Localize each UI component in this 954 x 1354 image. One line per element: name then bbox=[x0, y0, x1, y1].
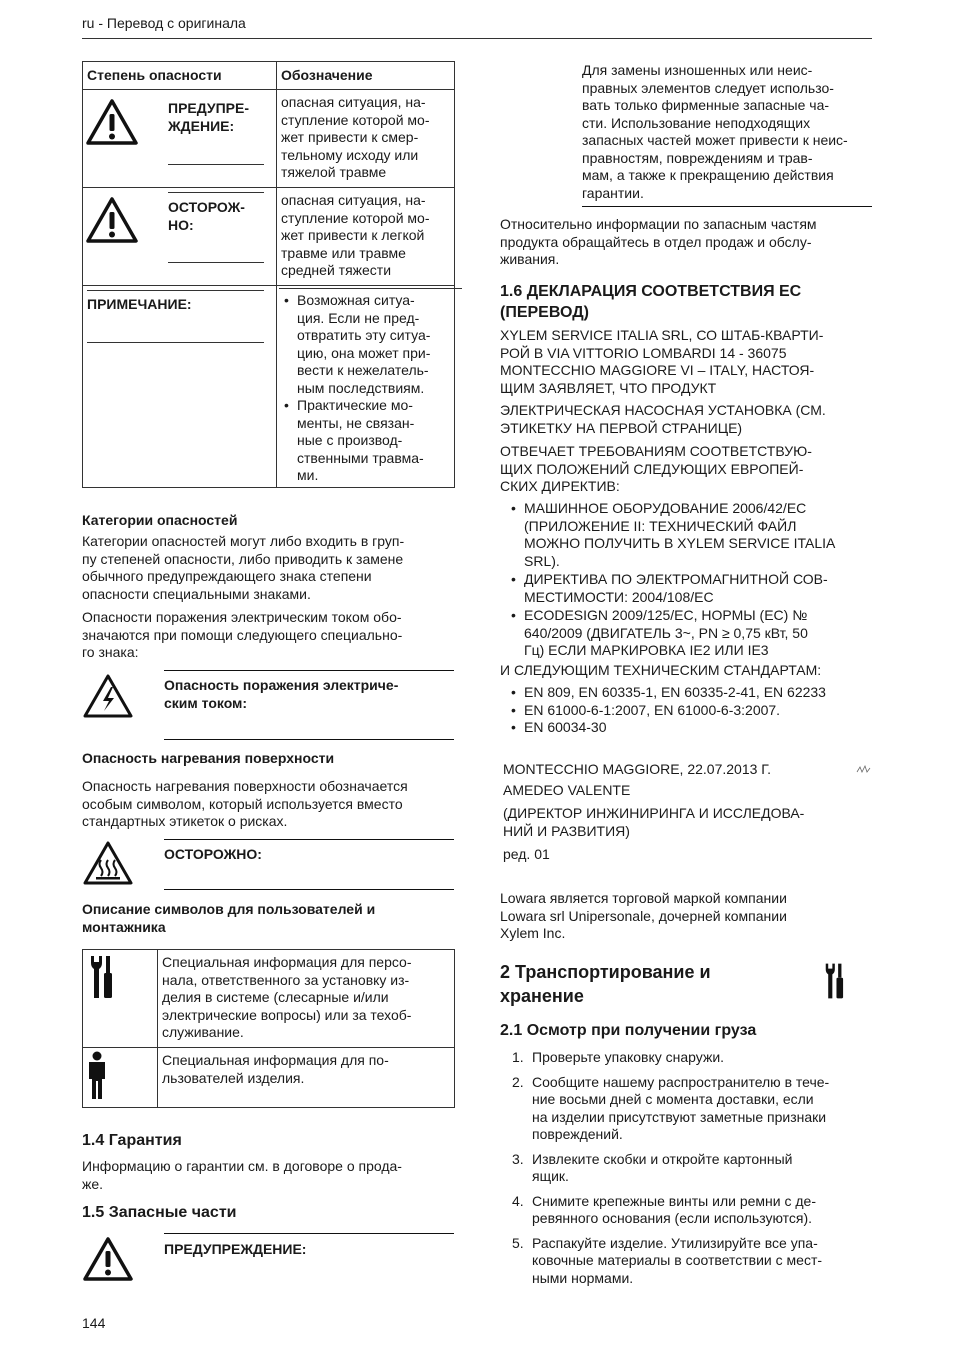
step-number: 1. bbox=[512, 1049, 524, 1065]
standard-item: • EN 61000-6-1:2007, EN 61000-6-3:2007. bbox=[508, 702, 872, 720]
signer-name: AMEDEO VALENTE bbox=[503, 782, 631, 798]
lowara-note: Lowara является торговой маркой компании Lowara srl Unipersonale, дочерней компании Xylem Inc. bbox=[500, 890, 787, 941]
note-rule bbox=[279, 288, 462, 289]
page-number: 144 bbox=[82, 1315, 106, 1331]
spare-warning-triangle-icon bbox=[82, 1236, 134, 1282]
step-item bbox=[500, 1074, 872, 1144]
inspection-steps bbox=[500, 1049, 872, 1294]
col-header-meaning: Обозначение bbox=[277, 62, 455, 90]
step-text: Сообщите нашему распространителю в тече- ние восьми дней с момента доставки, если на изделии присутствуют заметные признаки повреждений. bbox=[532, 1073, 830, 1142]
electric-hazard-icon bbox=[82, 673, 134, 719]
revision: ред. 01 bbox=[503, 846, 550, 862]
symbol-user-description: Специальная информация для по- льзователей изделия. bbox=[158, 1048, 455, 1108]
tools-icon bbox=[87, 954, 115, 1000]
directive-item: • ECODESIGN 2009/125/EC, НОРМЫ (EC) № 640/2009 (ДВИГАТЕЛЬ 3~, PN ≥ 0,75 кВт, 50 Гц) ЕСЛИ МАРКИРОВКА IE2 ИЛИ IE3 bbox=[508, 607, 872, 660]
electric-rule-top bbox=[164, 670, 454, 671]
standard-item: • EN 60034-30 bbox=[508, 719, 872, 737]
inspection-title: 2.1 Осмотр при получении груза bbox=[500, 1022, 757, 1039]
label-rule bbox=[168, 262, 264, 263]
step-text: Извлеките скобки и откройте картонный ящик. bbox=[532, 1150, 793, 1184]
note-item: • Практические мо- менты, не связан- ные с производ- ственными травма- ми. bbox=[281, 397, 450, 485]
step-item bbox=[500, 1193, 872, 1228]
label-rule bbox=[87, 342, 264, 343]
hazard-level-table bbox=[82, 61, 455, 488]
spare-warning-rule-bottom bbox=[582, 206, 872, 207]
hot-surface-icon bbox=[82, 840, 134, 886]
step-number: 4. bbox=[512, 1192, 524, 1209]
tools-icon bbox=[820, 962, 848, 1000]
step-item bbox=[500, 1049, 872, 1067]
caution-triangle-icon bbox=[85, 196, 139, 244]
user-icon bbox=[86, 1051, 108, 1101]
declaration-title: 1.6 ДЕКЛАРАЦИЯ СООТВЕТСТВИЯ ЕС (ПЕРЕВОД) bbox=[500, 283, 802, 321]
warranty-title: 1.4 Гарантия bbox=[82, 1132, 182, 1149]
label-rule bbox=[87, 290, 264, 291]
symbol-installer-description: Специальная информация для персо- нала, ответственного за установку из- делия в системе (слесарные и/или электрические вопросы) или за техоб- служивание. bbox=[158, 950, 455, 1048]
note-label: ПРИМЕЧАНИЕ: bbox=[87, 296, 192, 312]
directive-item: • МАШИННОЕ ОБОРУДОВАНИЕ 2006/42/EC (ПРИЛОЖЕНИЕ II: ТЕХНИЧЕСКИЙ ФАЙЛ МОЖНО ПОЛУЧИТЬ В XYLEM SERVICE ITALIA SRL). bbox=[508, 500, 872, 570]
caution-label: ОСТОРОЖ- НО: bbox=[168, 199, 245, 233]
signer-title: (ДИРЕКТОР ИНЖИНИРИНГА И ИССЛЕДОВА- НИЙ И РАЗВИТИЯ) bbox=[503, 805, 805, 839]
warning-description: опасная ситуация, на- ступление которой мо- жет привести к смер- тельному исходу или тяжелой травме bbox=[277, 90, 455, 188]
warning-triangle-icon bbox=[85, 98, 139, 146]
transport-title: 2 Транспортирование и хранение bbox=[500, 962, 711, 1006]
standards-list bbox=[508, 684, 872, 737]
spare-parts-title: 1.5 Запасные части bbox=[82, 1204, 237, 1221]
step-item bbox=[500, 1235, 872, 1288]
step-number: 3. bbox=[512, 1150, 524, 1167]
spare-warning-text: Для замены изношенных или неис- правных элементов следует использо- вать только фирменные запасные ча- сти. Использование неподходящих запасных частей может привести к неис- правностям, повреждениям и трав- мам, а также к прекращению действия гарантии. bbox=[582, 62, 848, 201]
step-text: Снимите крепежные винты или ремни с де- ревянного основания (если используются). bbox=[532, 1192, 816, 1226]
electric-rule-bottom bbox=[164, 739, 454, 740]
symbols-table bbox=[82, 949, 455, 1108]
declaration-p3: ОТВЕЧАЕТ ТРЕБОВАНИЯМ СООТВЕТСТВУЮ- ЩИХ ПОЛОЖЕНИЙ СЛЕДУЮЩИХ ЕВРОПЕЙ- СКИХ ДИРЕКТИВ: bbox=[500, 443, 812, 494]
warning-label: ПРЕДУПРЕ- ЖДЕНИЕ: bbox=[168, 100, 249, 134]
label-rule bbox=[168, 164, 264, 165]
declaration-p2: ЭЛЕКТРИЧЕСКАЯ НАСОСНАЯ УСТАНОВКА (СМ. ЭТИКЕТКУ НА ПЕРВОЙ СТРАНИЦЕ) bbox=[500, 402, 826, 436]
step-text: Проверьте упаковку снаружи. bbox=[532, 1049, 725, 1065]
running-header: ru - Перевод с оригинала bbox=[82, 15, 246, 31]
hot-rule-top bbox=[164, 839, 454, 840]
place-date: MONTECCHIO MAGGIORE, 22.07.2013 Г. bbox=[503, 761, 772, 777]
standard-item: • EN 809, EN 60335-1, EN 60335-2-41, EN 62233 bbox=[508, 684, 872, 702]
spare-warning-rule bbox=[164, 1233, 454, 1234]
label-rule bbox=[168, 192, 264, 193]
signature-mark bbox=[856, 764, 872, 774]
spare-warning-label: ПРЕДУПРЕЖДЕНИЕ: bbox=[164, 1241, 307, 1257]
step-number: 5. bbox=[512, 1234, 524, 1251]
header-rule bbox=[82, 38, 872, 39]
directive-item: • ДИРЕКТИВА ПО ЭЛЕКТРОМАГНИТНОЙ СОВ- МЕСТИМОСТИ: 2004/108/EC bbox=[508, 571, 872, 606]
hazard-categories-p1: Категории опасностей могут либо входить в груп- пу степеней опасности, либо приводить к замене обычного предупреждающего знака степени опасности специальными знаками. bbox=[82, 533, 405, 602]
hazard-categories-title: Категории опасностей bbox=[82, 512, 238, 528]
declaration-p4: И СЛЕДУЮЩИМ ТЕХНИЧЕСКИМ СТАНДАРТАМ: bbox=[500, 662, 822, 678]
col-header-level: Степень опасности bbox=[83, 62, 277, 90]
directives-list bbox=[508, 500, 872, 660]
hot-surface-label: ОСТОРОЖНО: bbox=[164, 846, 262, 862]
caution-description: опасная ситуация, на- ступление которой мо- жет привести к легкой травме или травме средней тяжести bbox=[277, 188, 455, 286]
electric-hazard-label: Опасность поражения электриче- ским током: bbox=[164, 677, 399, 711]
step-item bbox=[500, 1151, 872, 1186]
symbols-title: Описание символов для пользователей и монтажника bbox=[82, 901, 376, 935]
warranty-text: Информацию о гарантии см. в договоре о прода- же. bbox=[82, 1158, 402, 1192]
step-number: 2. bbox=[512, 1073, 524, 1090]
surface-heat-title: Опасность нагревания поверхности bbox=[82, 750, 335, 766]
step-text: Распакуйте изделие. Утилизируйте все упа- ковочные материалы в соответствии с мест- ными нормами. bbox=[532, 1234, 823, 1286]
hazard-categories-p2: Опасности поражения электрическим током обо- значаются при помощи следующего специально- го знака: bbox=[82, 609, 403, 660]
note-item: • Возможная ситуа- ция. Если не пред- отвратить эту ситуа- цию, она может при- вести к нежелатель- ным последствиям. bbox=[281, 292, 450, 397]
hot-rule-bottom bbox=[164, 889, 454, 890]
spare-parts-text: Относительно информации по запасным частям продукта обращайтесь в отдел продаж и обслу- живания. bbox=[500, 216, 817, 267]
declaration-p1: XYLEM SERVICE ITALIA SRL, СО ШТАБ-КВАРТИ- РОЙ В VIA VITTORIO LOMBARDI 14 - 36075 MONTECCHIO MAGGIORE VI – ITALY, НАСТОЯ- ЩИМ ЗАЯВЛЯЕТ, ЧТО ПРОДУКТ bbox=[500, 327, 824, 396]
surface-heat-p: Опасность нагревания поверхности обозначается особым символом, который используется вместо стандартных этикеток о рисках. bbox=[82, 778, 408, 829]
